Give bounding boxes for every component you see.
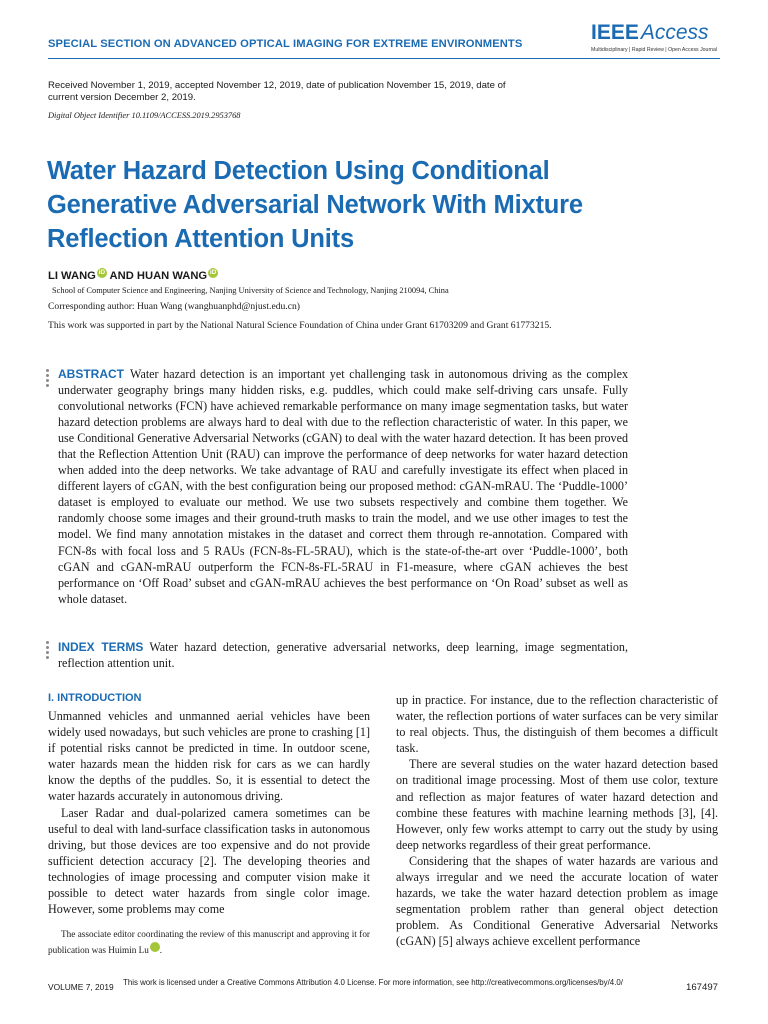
abstract-text: Water hazard detection is an important yet challenging task in autonomous driving as the complex underwater geography brings many hidden risks, e.g. puddles, which could make self-driving cars unsafe. Fully convolutional networks (FCN) have achieved remarkable performance on many image segmentation tasks, but water hazard detection problems are always hard to deal with due to the reflection characteristic of water. In this paper, we use Conditional Generative Adversarial Networks (cGAN) to deal with the water hazard detection. It has been proved that the Reflection Attention Unit (RAU) can improve the performance of deep networks for water hazard detection when added into the deep networks. We take advantage of RAU and carefully investigate its effect when placed in different layers of cGAN, with the best configuration being our proposed method: cGAN-mRAU. The ‘Puddle-1000’ dataset is employed to evaluate our method. We use two subsets respectively and combine them together. We randomly choose some images and their ground-truth masks to train the model, and we use other images to test the model. We find many annotation mistakes in the dataset and correct them through re-annotation. Compared with FCN-8s with focal loss and 5 RAUs (FCN-8s-FL-5RAU), which is the state-of-the-art over ‘Puddle-1000’, both cGAN and cGAN-mRAU outperform the FCN-8s-FL-5RAU in F1-measure, where cGAN achieves the best performance on ‘Off Road’ subset and cGAN-mRAU achieves the best performance on ‘On Road’ subset as well as whole dataset. [58, 367, 628, 606]
right-column [396, 692, 718, 950]
logo-access-text: Access [640, 21, 709, 44]
section-heading: I. INTRODUCTION [48, 692, 142, 704]
footer-license[interactable]: This work is licensed under a Creative Commons Attribution 4.0 License. For more information, see http://creativecommons.org/licenses/by/4.0/ [123, 978, 623, 987]
paper-title: Water Hazard Detection Using Conditional Generative Adversarial Network With Mixture Reflection Attention Units [47, 157, 583, 253]
paragraph: up in practice. For instance, due to the reflection characteristic of water, the reflection portions of water surfaces can be very similar to real objects. Thus, the distinguish of them becomes a difficult task. [396, 693, 718, 756]
index-terms [58, 639, 628, 671]
paragraph: Considering that the shapes of water hazards are various and always irregular and we need the accurate location of water hazards, we take the water hazard detection problem as image segmentation problem rather than general object detection problem. As Conditional Generative Adversarial Networks (cGAN) [5] always achieve excellent performance [396, 853, 718, 949]
orcid-icon[interactable]: iD [98, 269, 106, 276]
abstract-label: ABSTRACT [58, 367, 124, 381]
logo-tagline: Multidisciplinary | Rapid Review | Open Access Journal [591, 47, 718, 53]
logo-ieee-text: IEEE [591, 21, 639, 44]
left-column [48, 708, 370, 917]
abstract [58, 366, 628, 607]
ieee-access-logo [591, 22, 721, 60]
special-section-header: SPECIAL SECTION ON ADVANCED OPTICAL IMAGING FOR EXTREME ENVIRONMENTS [48, 38, 523, 50]
affiliation: School of Computer Science and Engineering, Nanjing University of Science and Technology, Nanjing 210094, China [52, 286, 449, 295]
doi-line[interactable]: Digital Object Identifier 10.1109/ACCESS.2019.2953768 [48, 111, 241, 120]
paragraph: Unmanned vehicles and unmanned aerial vehicles have been widely used nowadays, but such vehicles are prone to crashing [1] if potential risks cannot be predicted in time. In outdoor scene, water hazards mean the hidden risk for cars as we can hardly know the depths of the puddles. So, it is essential to detect the water hazards accurately in autonomous driving. [48, 709, 370, 804]
corresponding-author: Corresponding author: Huan Wang (wanghuanphd@njust.edu.cn) [48, 301, 300, 312]
abstract-dots-icon [46, 369, 50, 389]
author-conjunction: AND [106, 270, 137, 282]
funding-note: This work was supported in part by the National Natural Science Foundation of China under Grant 61703209 and Grant 61773215. [48, 320, 552, 331]
index-terms-dots-icon [46, 641, 50, 661]
publication-dates: Received November 1, 2019, accepted November 12, 2019, date of publication November 15, 2019, date of current version December 2, 2019. [48, 80, 506, 103]
index-terms-text: Water hazard detection, generative adversarial networks, deep learning, image segmentation, reflection attention unit. [58, 640, 628, 670]
orcid-icon[interactable]: iD [209, 269, 217, 276]
orcid-icon[interactable]: iD [150, 942, 160, 952]
page-number: 167497 [686, 982, 719, 993]
author-name-2: HUAN WANG [136, 270, 208, 282]
paragraph: There are several studies on the water hazard detection based on traditional image processing. Most of them use color, texture and reflection as major features of water hazard detection and combine these features with machine learning methods [3], [4]. However, only few works attempt to carry out the study by using deep networks regardless of their great performance. [396, 757, 718, 852]
index-terms-label: INDEX TERMS [58, 640, 144, 654]
footnote-text: The associate editor coordinating the review of this manuscript and approving it for publication was Huimin Lu [48, 929, 370, 955]
author-line [48, 268, 218, 282]
author-name-1: LI WANG [48, 270, 96, 282]
editor-footnote: The associate editor coordinating the review of this manuscript and approving it for publication was Huimin Lu iD. [48, 929, 370, 955]
paragraph: Laser Radar and dual-polarized camera sometimes can be useful to deal with land-surface classification tasks in autonomous driving, but those devices are too expensive and do not provide sufficient detection accuracy [2]. The developing theories and technologies of image processing and computer vision make it possible to detect water hazards from single color image. However, some problems may come [48, 805, 370, 917]
footer-volume: VOLUME 7, 2019 [48, 982, 114, 992]
